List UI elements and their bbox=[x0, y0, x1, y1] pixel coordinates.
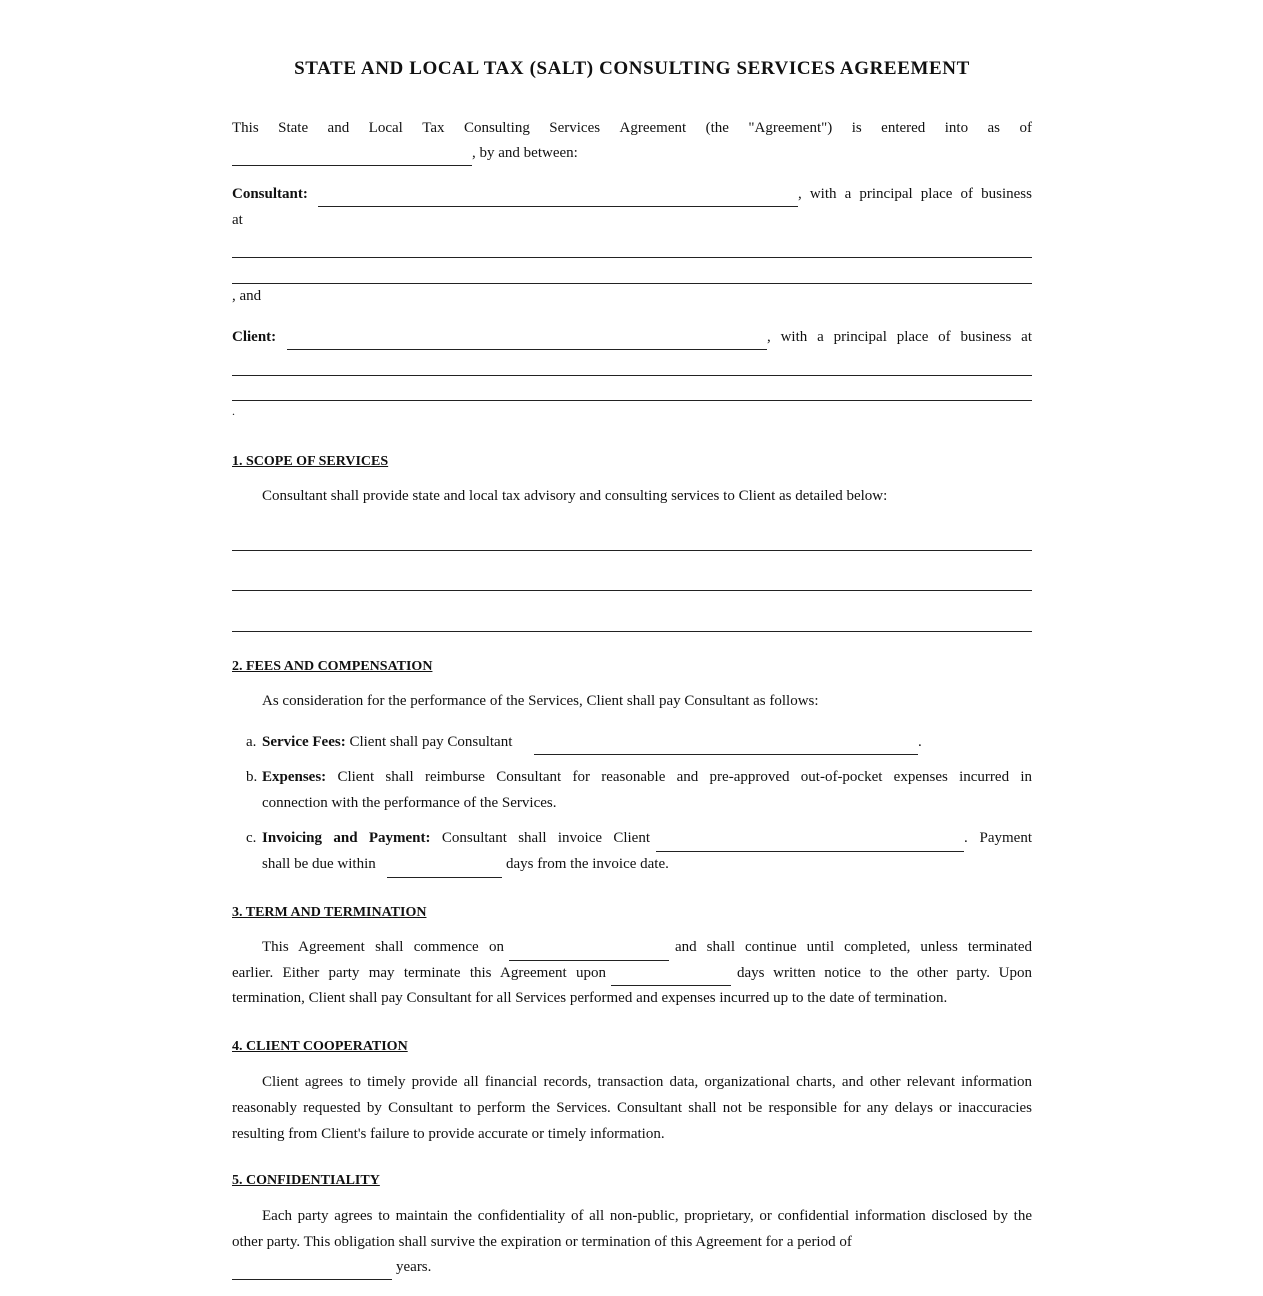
scope-text: Consultant shall provide state and local tax advisory and consulting services to Client as detailed below: bbox=[262, 488, 888, 504]
cooperation-text: Client agrees to timely provide all financial records, transaction data, organizational charts, and other relevant information reasonably requested by Consultant to perform the Services. Consultant shall not be responsible for any delays or inaccuracies resulting from Client's failure to provide accurate or timely information. bbox=[232, 1074, 1032, 1142]
intro-word: as bbox=[987, 120, 1001, 136]
intro-word: Agreement bbox=[619, 120, 687, 136]
fees-item-b-line-1 bbox=[262, 769, 1032, 786]
document-title: STATE AND LOCAL TAX (SALT) CONSULTING SERVICES AGREEMENT bbox=[294, 58, 970, 79]
service-fees-label: Service Fees: bbox=[262, 734, 346, 750]
intro-word: is bbox=[851, 120, 862, 136]
intro-word: and bbox=[327, 120, 350, 136]
term-line-2-suffix: days written notice to the other party. Upon bbox=[737, 965, 1032, 981]
intro-word: Services bbox=[549, 120, 601, 136]
scope-line-2[interactable] bbox=[232, 590, 1032, 591]
fees-item-c-marker: c. bbox=[246, 830, 257, 846]
intro-word: Consulting bbox=[463, 120, 530, 136]
commencement-date-field[interactable] bbox=[509, 960, 669, 961]
client-name-field[interactable] bbox=[287, 349, 767, 350]
consultant-at: at bbox=[232, 212, 243, 228]
section-5-heading: 5. CONFIDENTIALITY bbox=[232, 1173, 380, 1188]
fees-item-b-line-2: connection with the performance of the Services. bbox=[262, 795, 557, 811]
expenses-label: Expenses: bbox=[262, 769, 327, 785]
invoicing-label: Invoicing and Payment: bbox=[262, 830, 431, 846]
section-3-heading: 3. TERM AND TERMINATION bbox=[232, 905, 427, 920]
intro-word: into bbox=[944, 120, 969, 136]
fees-item-b-marker: b. bbox=[246, 769, 258, 785]
payment-due-suffix: days from the invoice date. bbox=[506, 856, 669, 872]
section-2-heading: 2. FEES AND COMPENSATION bbox=[232, 659, 433, 674]
term-line-1-suffix: and shall continue until completed, unless terminated bbox=[675, 939, 1032, 955]
invoicing-text: Consultant shall invoice Client bbox=[441, 830, 650, 846]
client-label: Client: bbox=[232, 329, 277, 345]
payment-days-field[interactable] bbox=[387, 877, 502, 878]
term-line-2-prefix: earlier. Either party may terminate this Agreement upon bbox=[232, 965, 606, 981]
consultant-and: , and bbox=[232, 288, 262, 304]
intro-word: entered bbox=[881, 120, 926, 136]
intro-word: This bbox=[232, 120, 259, 136]
client-business-text: , with a principal place of business at bbox=[767, 329, 1032, 345]
confidentiality-suffix: years. bbox=[396, 1259, 432, 1275]
consultant-label: Consultant: bbox=[232, 186, 308, 202]
intro-word: "Agreement") bbox=[748, 120, 833, 136]
intro-line-2-suffix: , by and between: bbox=[472, 145, 578, 161]
section-1-heading: 1. SCOPE OF SERVICES bbox=[232, 454, 389, 469]
intro-word: Tax bbox=[422, 120, 445, 136]
client-address-line-1[interactable] bbox=[232, 375, 1032, 376]
intro-word: Local bbox=[368, 120, 403, 136]
fees-text: As consideration for the performance of the Services, Client shall pay Consultant as follows: bbox=[262, 693, 819, 709]
fees-item-a bbox=[262, 734, 512, 751]
consultant-name-field[interactable] bbox=[318, 206, 798, 207]
confidentiality-text: Each party agrees to maintain the confidentiality of all non-public, proprietary, or confidential information disclosed by the other party. This obligation shall survive the expiration or termination of this Agreement for a period of bbox=[232, 1208, 1032, 1250]
term-line-1-prefix: This Agreement shall commence on bbox=[262, 939, 504, 955]
scope-line-1[interactable] bbox=[232, 550, 1032, 551]
consultant-address-line-1[interactable] bbox=[232, 257, 1032, 258]
intro-word: of bbox=[1019, 120, 1032, 136]
fees-item-c-line-1 bbox=[262, 830, 650, 847]
invoicing-after: . Payment bbox=[964, 830, 1032, 846]
confidentiality-years-field[interactable] bbox=[232, 1279, 392, 1280]
expenses-text: Client shall reimburse Consultant for reasonable and pre-approved out-of-pocket expenses incurred in bbox=[337, 769, 1032, 785]
client-period: . bbox=[232, 404, 235, 418]
service-fees-end: . bbox=[918, 734, 922, 750]
intro-line-1 bbox=[232, 118, 1032, 138]
consultant-address-line-2[interactable] bbox=[232, 283, 1032, 284]
fees-item-a-marker: a. bbox=[246, 734, 257, 750]
client-address-line-2[interactable] bbox=[232, 400, 1032, 401]
payment-due-prefix: shall be due within bbox=[262, 856, 376, 872]
section-4-heading: 4. CLIENT COOPERATION bbox=[232, 1039, 408, 1054]
notice-days-field[interactable] bbox=[611, 985, 731, 986]
agreement-date-field[interactable] bbox=[232, 165, 472, 166]
intro-word: State bbox=[278, 120, 309, 136]
service-fees-text: Client shall pay Consultant bbox=[349, 734, 513, 750]
service-fees-field[interactable] bbox=[534, 754, 918, 755]
term-line-3: termination, Client shall pay Consultant for all Services performed and expenses incurred up to the date of termination. bbox=[232, 990, 948, 1006]
scope-line-3[interactable] bbox=[232, 631, 1032, 632]
consultant-business-text: , with a principal place of business bbox=[798, 186, 1032, 202]
intro-word: (the bbox=[705, 120, 729, 136]
invoicing-frequency-field[interactable] bbox=[656, 851, 964, 852]
